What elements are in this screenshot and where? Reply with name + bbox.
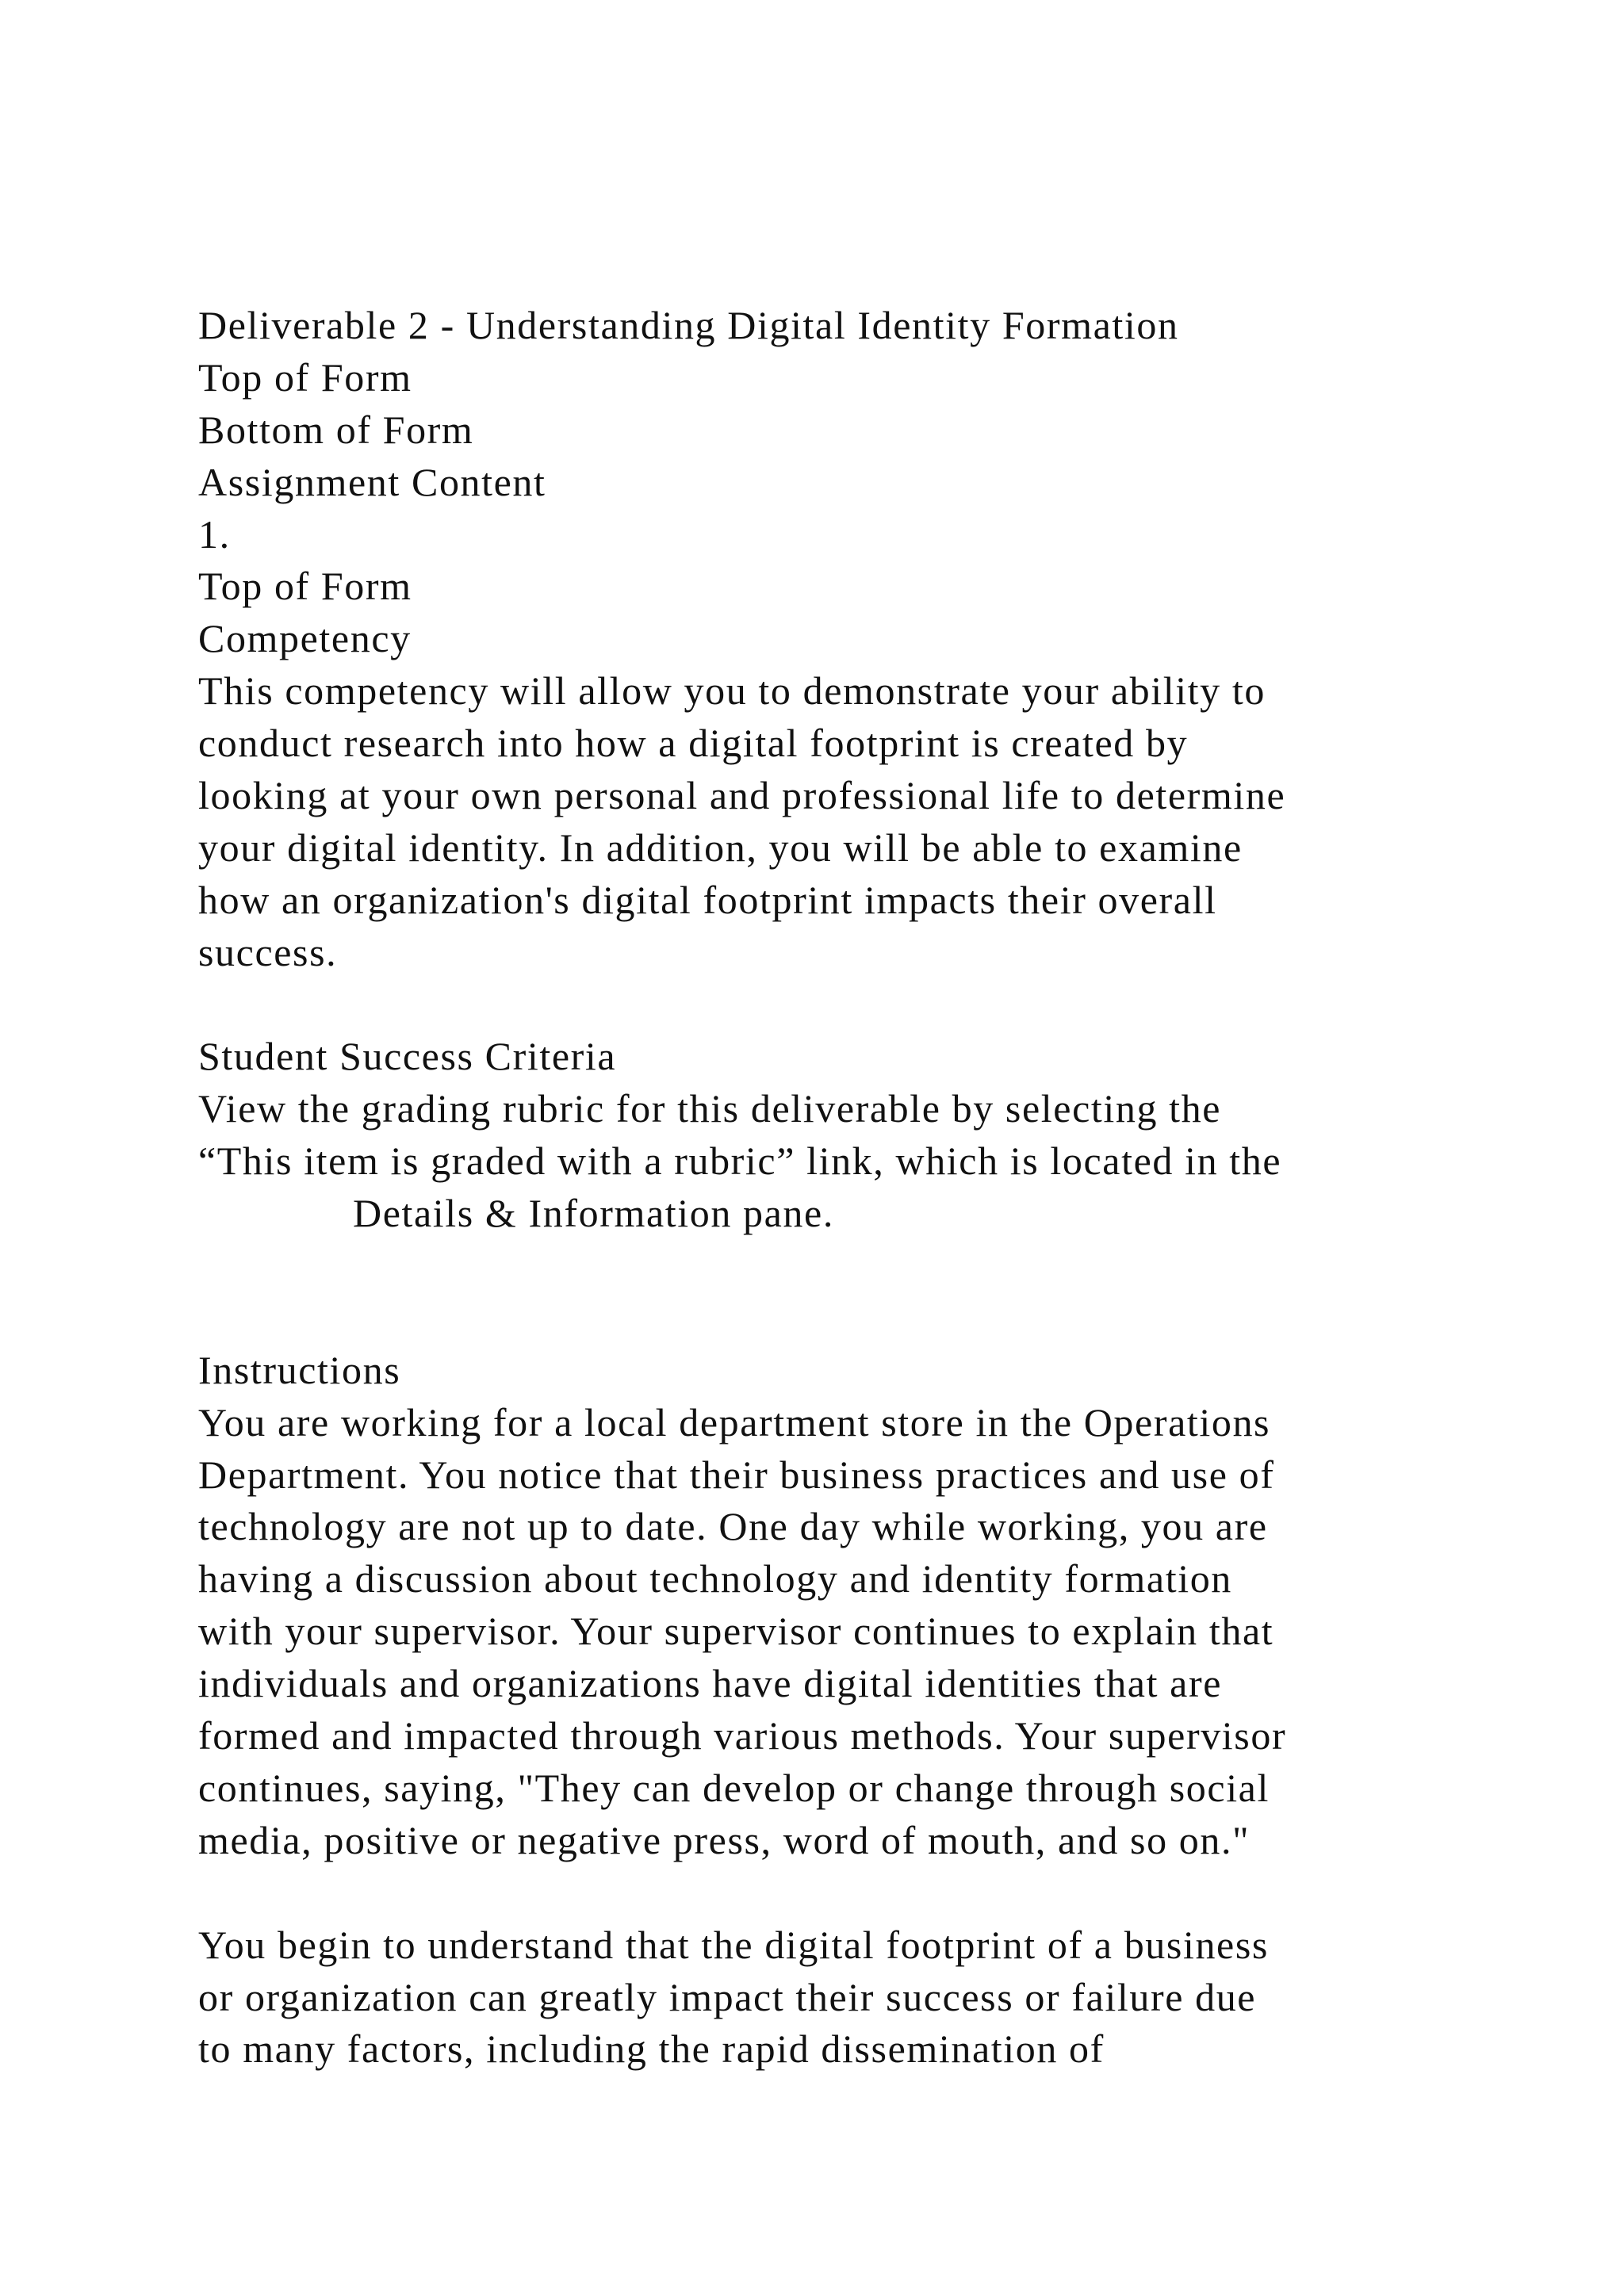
criteria-heading: Student Success Criteria <box>198 1034 617 1079</box>
competency-line: your digital identity. In addition, you will be able to examine <box>198 825 1243 870</box>
instructions-line: individuals and organizations have digital identities that are <box>198 1661 1223 1706</box>
criteria-line: View the grading rubric for this deliverable by selecting the <box>198 1086 1222 1131</box>
instructions-heading: Instructions <box>198 1347 401 1392</box>
top-of-form-marker: Top of Form <box>198 354 412 400</box>
list-number: 1. <box>198 511 231 557</box>
instructions-line: technology are not up to date. One day while working, you are <box>198 1504 1268 1549</box>
criteria-line: “This item is graded with a rubric” link, which is located in the <box>198 1138 1282 1184</box>
criteria-line: Details & Information pane. <box>353 1191 834 1236</box>
footprint-line: to many factors, including the rapid dissemination of <box>198 2026 1105 2072</box>
paragraph-gap <box>198 1292 1507 1345</box>
instructions-line: formed and impacted through various methods. Your supervisor <box>198 1713 1287 1758</box>
paragraph-gap <box>198 1867 1507 1919</box>
document-body <box>198 300 1507 2076</box>
competency-line: success. <box>198 929 338 974</box>
top-of-form-marker-2: Top of Form <box>198 564 412 609</box>
footprint-line: or organization can greatly impact their success or failure due <box>198 1974 1257 2019</box>
document-title: Deliverable 2 - Understanding Digital Identity Formation <box>198 303 1179 347</box>
bottom-of-form-marker: Bottom of Form <box>198 407 474 452</box>
instructions-line: continues, saying, "They can develop or change through social <box>198 1765 1270 1810</box>
competency-line: This competency will allow you to demonstrate your ability to <box>198 668 1266 714</box>
instructions-line: Department. You notice that their business practices and use of <box>198 1452 1275 1497</box>
assignment-content-heading: Assignment Content <box>198 459 546 504</box>
instructions-line: media, positive or negative press, word of mouth, and so on." <box>198 1817 1251 1862</box>
instructions-line: with your supervisor. Your supervisor continues to explain that <box>198 1609 1274 1654</box>
competency-line: conduct research into how a digital footprint is created by <box>198 721 1189 766</box>
footprint-line: You begin to understand that the digital footprint of a business <box>198 1922 1269 1967</box>
competency-line: how an organization's digital footprint impacts their overall <box>198 877 1217 922</box>
paragraph-gap <box>198 979 1507 1031</box>
competency-heading: Competency <box>198 616 412 661</box>
paragraph-gap <box>198 1240 1507 1292</box>
instructions-line: having a discussion about technology and identity formation <box>198 1556 1232 1601</box>
instructions-line: You are working for a local department store in the Operations <box>198 1399 1271 1445</box>
competency-line: looking at your own personal and professional life to determine <box>198 773 1286 818</box>
